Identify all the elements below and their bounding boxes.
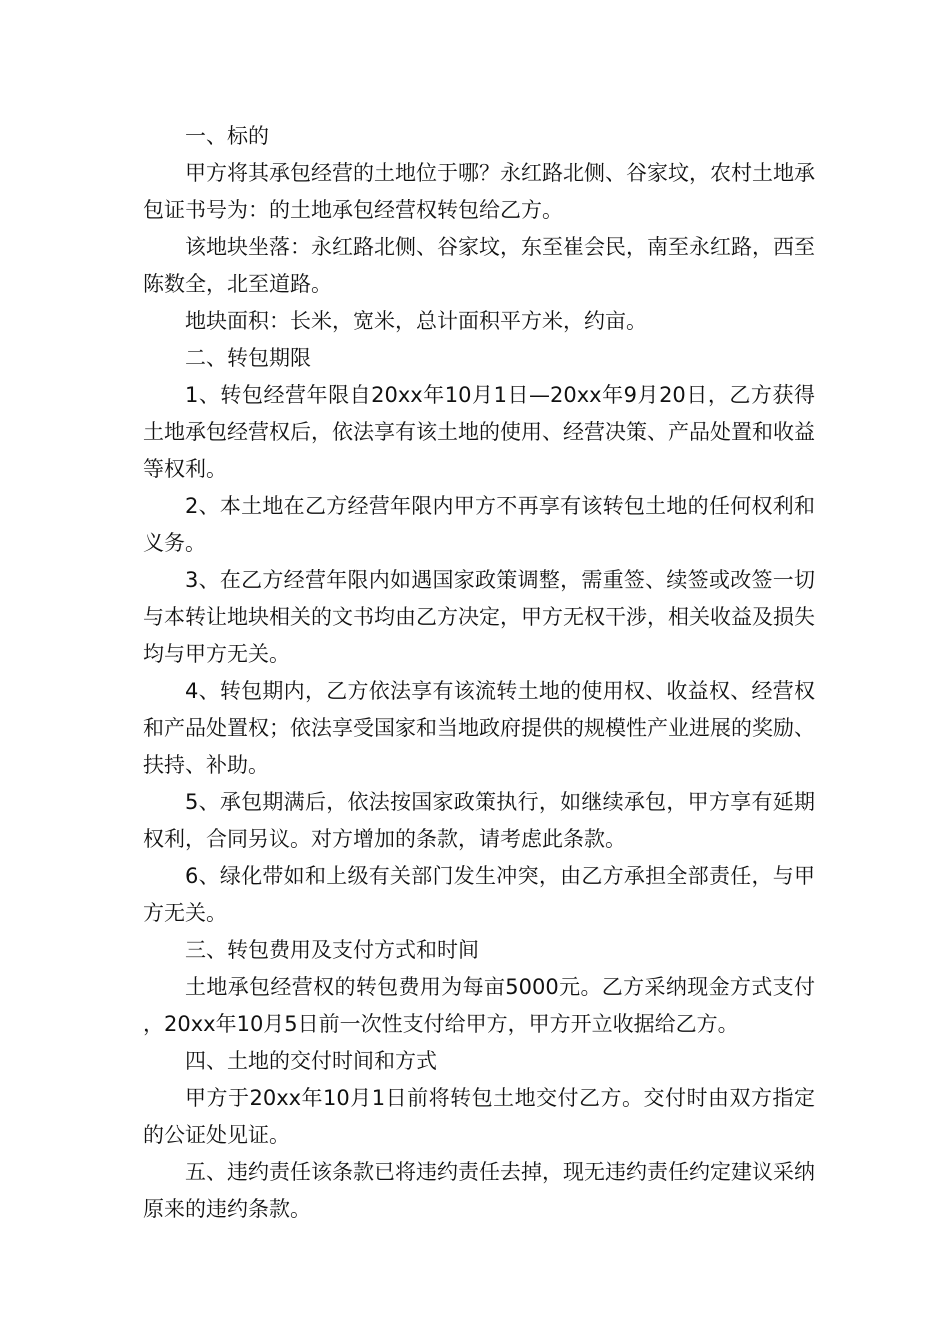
section-heading-delivery: 四、土地的交付时间和方式 bbox=[185, 1049, 437, 1073]
clause-6: 6、绿化带如和上级有关部门发生冲突，由乙方承担全部责任，与甲方无关。 bbox=[143, 864, 815, 925]
paragraph-delivery: 甲方于20xx年10月1日前将转包土地交付乙方。交付时由双方指定的公证处见证。 bbox=[143, 1086, 815, 1147]
clause-5: 5、承包期满后，依法按国家政策执行，如继续承包，甲方享有延期权利，合同另议。对方增加的条款，请考虑此条款。 bbox=[143, 790, 815, 851]
clause-1: 1、转包经营年限自20xx年10月1日—20xx年9月20日，乙方获得土地承包经营权后，依法享有该土地的使用、经营决策、产品处置和收益等权利。 bbox=[143, 383, 815, 481]
section-heading-subject: 一、标的 bbox=[185, 124, 269, 148]
paragraph-land-location: 该地块坐落：永红路北侧、谷家坟，东至崔会民，南至永红路，西至陈数全，北至道路。 bbox=[143, 235, 815, 296]
document-body bbox=[143, 118, 815, 1228]
paragraph-land-transfer: 甲方将其承包经营的土地位于哪？永红路北侧、谷家坟，农村土地承包证书号为：的土地承包经营权转包给乙方。 bbox=[143, 161, 815, 222]
clause-2: 2、本土地在乙方经营年限内甲方不再享有该转包土地的任何权利和义务。 bbox=[143, 494, 815, 555]
clause-3: 3、在乙方经营年限内如遇国家政策调整，需重签、续签或改签一切与本转让地块相关的文书均由乙方决定，甲方无权干涉，相关收益及损失均与甲方无关。 bbox=[143, 568, 815, 666]
paragraph-breach: 五、违约责任该条款已将违约责任去掉，现无违约责任约定建议采纳原来的违约条款。 bbox=[143, 1160, 815, 1221]
clause-4: 4、转包期内，乙方依法享有该流转土地的使用权、收益权、经营权和产品处置权；依法享受国家和当地政府提供的规模性产业进展的奖励、扶持、补助。 bbox=[143, 679, 815, 777]
paragraph-land-area: 地块面积：长米，宽米，总计面积平方米，约亩。 bbox=[185, 309, 647, 333]
section-heading-term: 二、转包期限 bbox=[185, 346, 311, 370]
paragraph-fees: 土地承包经营权的转包费用为每亩5000元。乙方采纳现金方式支付，20xx年10月5日前一次性支付给甲方，甲方开立收据给乙方。 bbox=[143, 975, 815, 1036]
section-heading-fees: 三、转包费用及支付方式和时间 bbox=[185, 938, 479, 962]
